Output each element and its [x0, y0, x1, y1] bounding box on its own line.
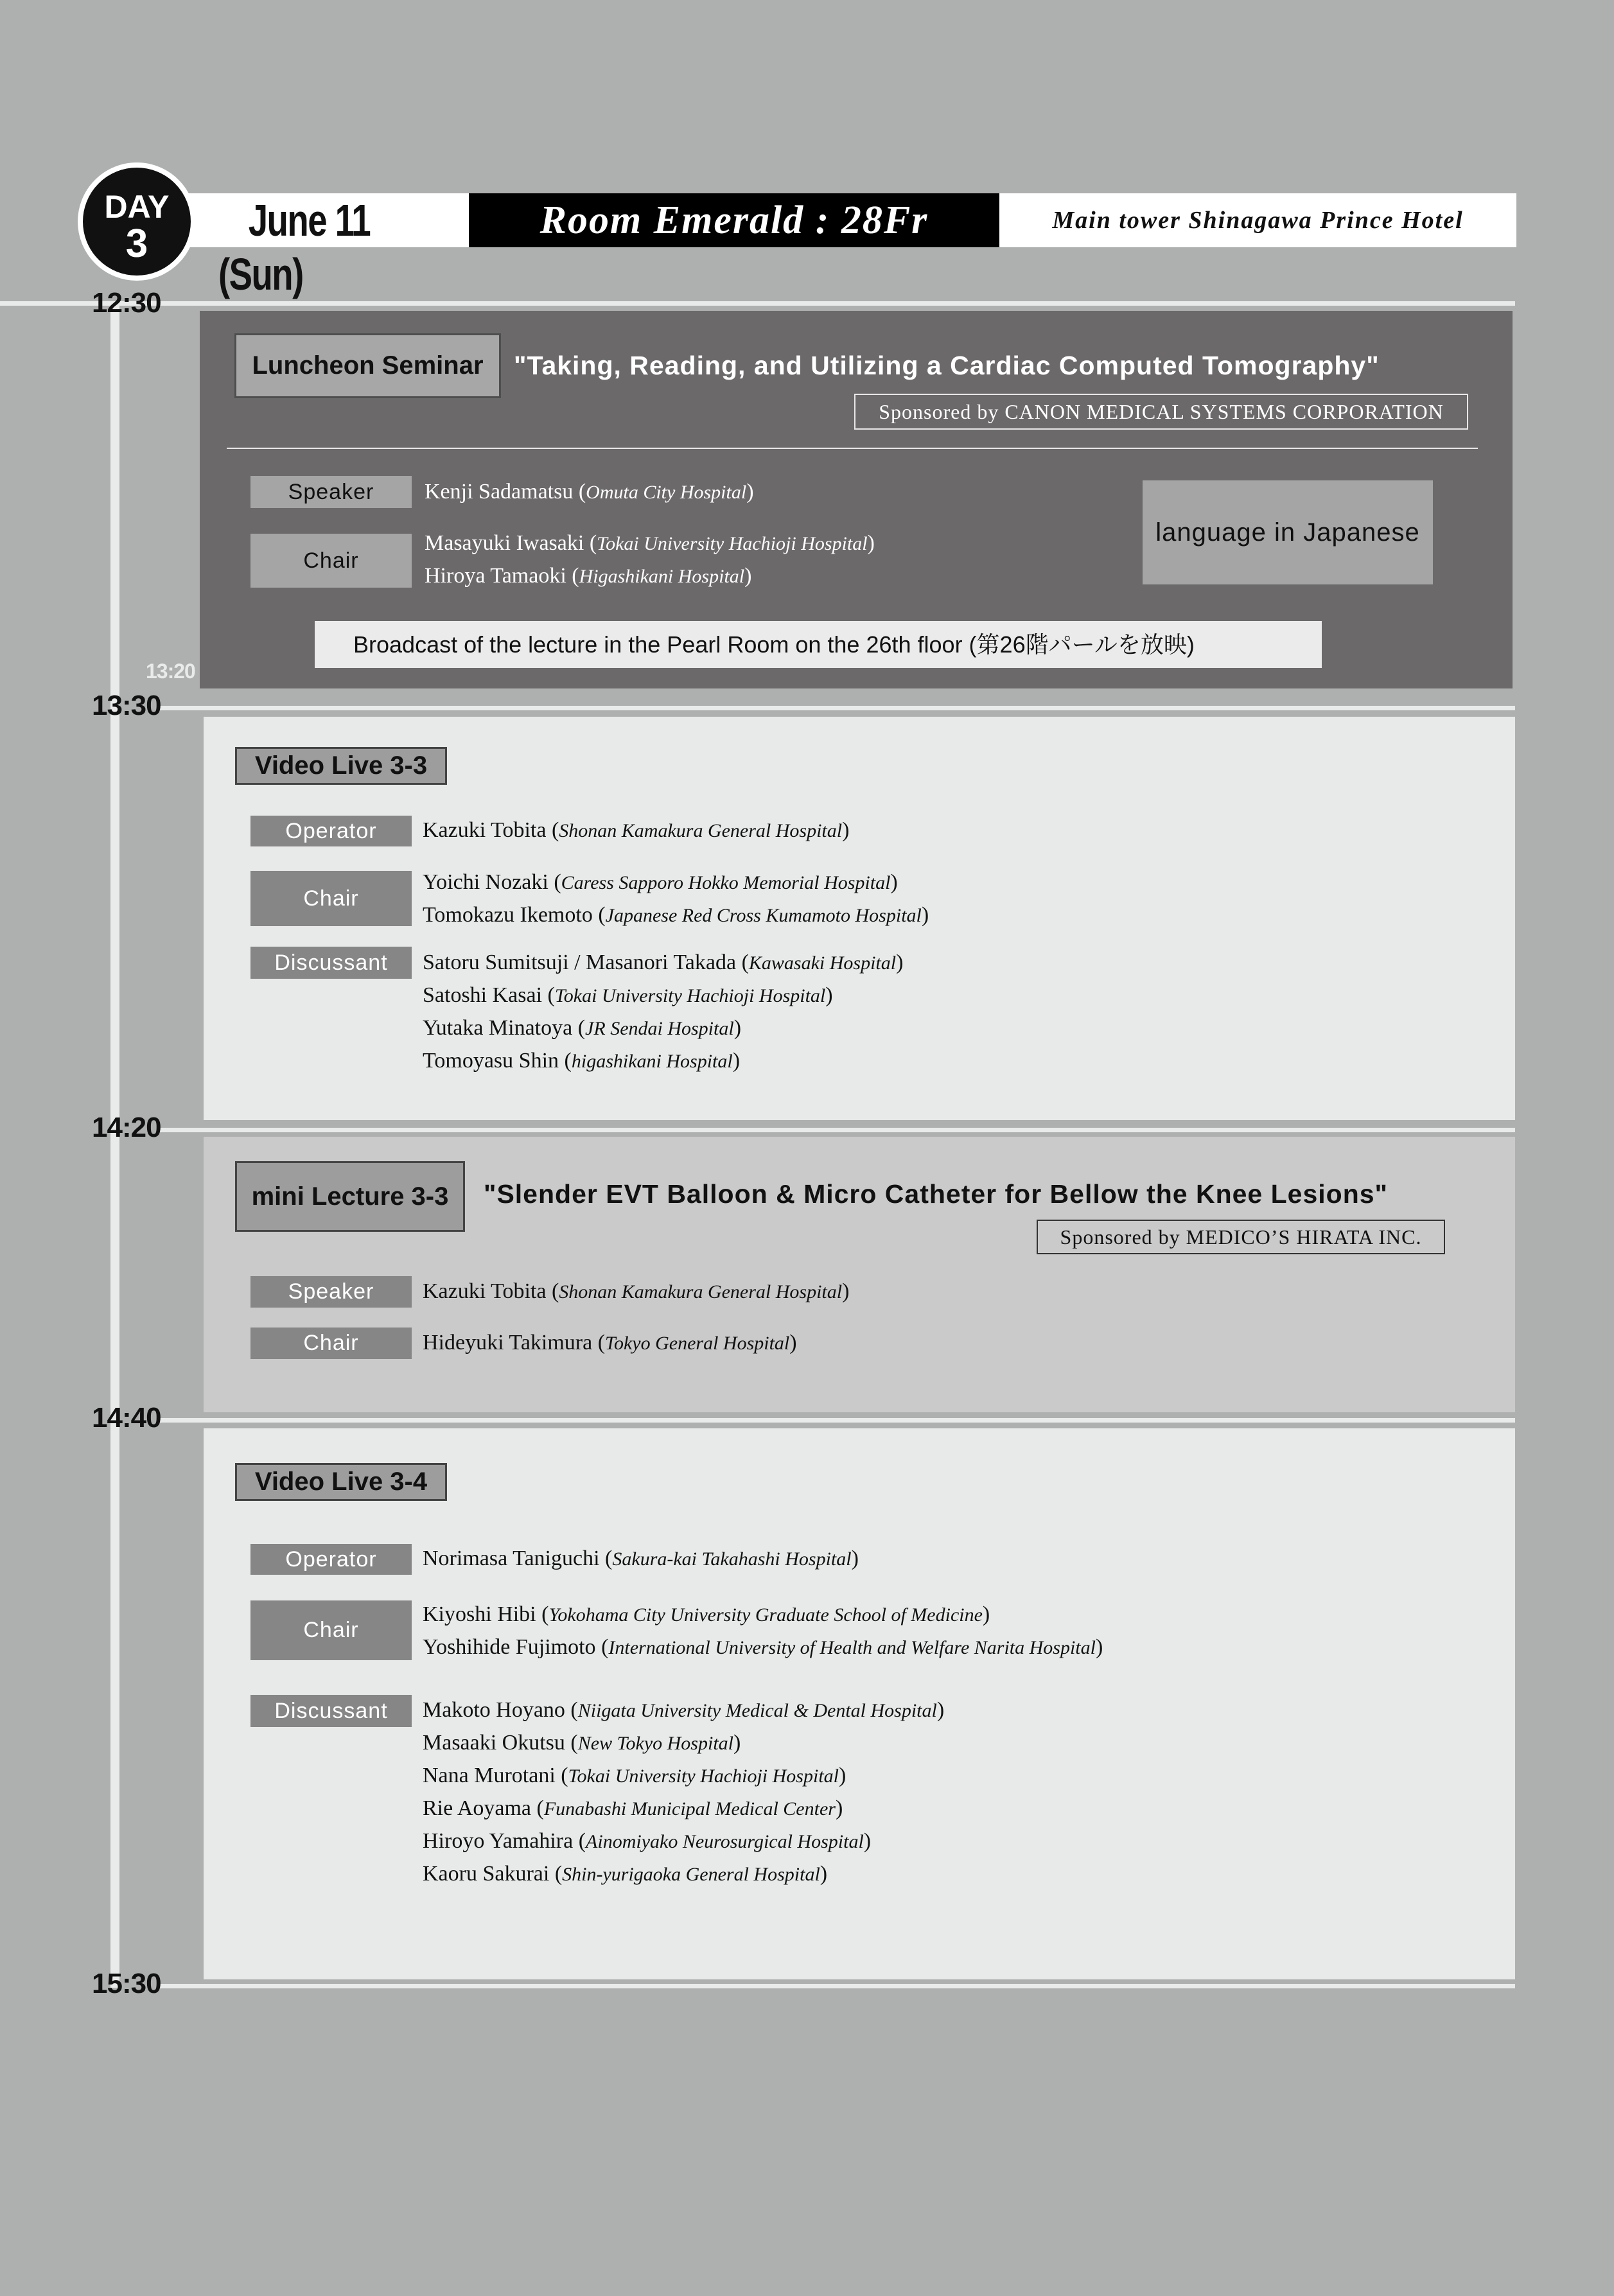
person-institution: Caress Sapporo Hokko Memorial Hospital: [561, 872, 891, 893]
person-name: Yoichi Nozaki: [423, 870, 548, 894]
date-box: [180, 193, 469, 299]
person-institution: Shonan Kamakura General Hospital: [559, 820, 843, 841]
person-institution: Omuta City Hospital: [586, 482, 747, 503]
chair-entry: Hiroya Tamaoki (Higashikani Hospital): [425, 564, 752, 588]
time-1330: 13:30: [92, 690, 161, 721]
person-institution: JR Sendai Hospital: [585, 1018, 734, 1039]
person-name: Satoru Sumitsuji / Masanori Takada: [423, 951, 737, 974]
person-name: Kenji Sadamatsu: [425, 480, 574, 504]
person-institution: Kawasaki Hospital: [748, 952, 897, 974]
luncheon-speaker: Kenji Sadamatsu (Omuta City Hospital): [425, 480, 754, 504]
person-name: Masayuki Iwasaki: [425, 531, 584, 555]
luncheon-chair-role: Chair: [250, 534, 412, 588]
person-institution: higashikani Hospital: [571, 1051, 733, 1072]
video34-discussants: [423, 1694, 944, 1891]
time-1440: 14:40: [92, 1402, 161, 1433]
person-name: Rie Aoyama: [423, 1796, 532, 1820]
video-live-3-3-tag: Video Live 3-3: [235, 747, 447, 785]
person-name: Norimasa Taniguchi: [423, 1547, 600, 1570]
mini-lecture-3-3-title: "Slender EVT Balloon & Micro Catheter for Bellow the Knee Lesions": [484, 1179, 1388, 1209]
chair-entry: Masayuki Iwasaki (Tokai University Hachioji Hospital): [425, 531, 875, 555]
video33-operator-role: Operator: [250, 816, 412, 846]
time-1530: 15:30: [92, 1968, 161, 1999]
timeline-rule-1530: [159, 1984, 1515, 1988]
chair-entry: Yoshihide Fujimoto (International University of Health and Welfare Narita Hospital): [423, 1635, 1103, 1659]
video34-chair-role: Chair: [250, 1600, 412, 1660]
person-institution: Yokohama City University Graduate School of Medicine: [548, 1604, 983, 1626]
person-institution: Funabashi Municipal Medical Center: [543, 1798, 836, 1819]
luncheon-sponsor: Sponsored by CANON MEDICAL SYSTEMS CORPORATION: [854, 394, 1468, 430]
video34-chairs: [423, 1599, 1103, 1664]
discussant-entry: Hiroyo Yamahira (Ainomiyako Neurosurgical Hospital): [423, 1829, 872, 1853]
mini33-speaker-role: Speaker: [250, 1276, 412, 1308]
mini-lecture-3-3-tag: mini Lecture 3-3: [235, 1161, 465, 1232]
person-name: Kaoru Sakurai: [423, 1862, 550, 1886]
person-name: Hiroya Tamaoki: [425, 564, 566, 588]
person-institution: Tokai University Hachioji Hospital: [568, 1766, 839, 1787]
person-name: Yutaka Minatoya: [423, 1016, 573, 1040]
day-label: DAY: [104, 189, 170, 225]
person-name: Kazuki Tobita: [423, 818, 547, 842]
discussant-entry: Satoshi Kasai (Tokai University Hachioji Hospital): [423, 983, 833, 1007]
person-name: Satoshi Kasai: [423, 983, 543, 1007]
person-name: Kiyoshi Hibi: [423, 1602, 536, 1626]
broadcast-notice: Broadcast of the lecture in the Pearl Room on the 26th floor (第26階パールを放映): [315, 621, 1322, 668]
discussant-entry: Masaaki Okutsu (New Tokyo Hospital): [423, 1731, 741, 1755]
mini33-speaker: Kazuki Tobita (Shonan Kamakura General Hospital): [423, 1279, 850, 1303]
luncheon-seminar-tag: Luncheon Seminar: [234, 333, 501, 398]
video-live-3-4-tag: Video Live 3-4: [235, 1463, 447, 1501]
person-institution: International University of Health and Welfare Narita Hospital: [608, 1637, 1096, 1658]
video34-discussant-role: Discussant: [250, 1695, 412, 1727]
person-name: Hideyuki Takimura: [423, 1331, 593, 1354]
discussant-entry: Makoto Hoyano (Niigata University Medical & Dental Hospital): [423, 1698, 945, 1722]
room-name: Room Emerald : 28Fr: [469, 193, 999, 247]
person-institution: Tokai University Hachioji Hospital: [554, 985, 826, 1006]
day-number: 3: [125, 222, 148, 266]
luncheon-seminar-title: "Taking, Reading, and Utilizing a Cardiac Computed Tomography": [514, 351, 1380, 380]
timeline-vertical: [110, 302, 119, 1988]
chair-entry: Tomokazu Ikemoto (Japanese Red Cross Kumamoto Hospital): [423, 903, 929, 927]
discussant-entry: Tomoyasu Shin (higashikani Hospital): [423, 1049, 741, 1073]
timeline-rule-1230: [0, 301, 1515, 306]
discussant-entry: Kaoru Sakurai (Shin-yurigaoka General Hospital): [423, 1862, 828, 1886]
person-name: Hiroyo Yamahira: [423, 1829, 574, 1853]
video33-discussants: [423, 947, 903, 1078]
person-institution: Sakura-kai Takahashi Hospital: [612, 1548, 852, 1570]
time-1230: 12:30: [92, 287, 161, 319]
person-name: Makoto Hoyano: [423, 1698, 565, 1722]
luncheon-speaker-role: Speaker: [250, 476, 412, 508]
hotel-name: Main tower Shinagawa Prince Hotel: [999, 193, 1516, 247]
time-1320: 13:20: [146, 660, 195, 683]
person-institution: Shin-yurigaoka General Hospital: [562, 1864, 820, 1885]
person-institution: Niigata University Medical & Dental Hospital: [577, 1700, 937, 1721]
video33-discussant-role: Discussant: [250, 947, 412, 979]
person-institution: Higashikani Hospital: [579, 566, 745, 587]
timeline-rule-1420: [159, 1128, 1515, 1132]
video33-chairs: [423, 866, 929, 932]
discussant-entry: Rie Aoyama (Funabashi Municipal Medical Center): [423, 1796, 843, 1820]
date-text: June 11 (Sun): [218, 195, 371, 299]
time-1420: 14:20: [92, 1112, 161, 1143]
chair-entry: Yoichi Nozaki (Caress Sapporo Hokko Memorial Hospital): [423, 870, 898, 894]
mini-lecture-sponsor: Sponsored by MEDICO’S HIRATA INC.: [1037, 1220, 1445, 1254]
discussant-entry: Nana Murotani (Tokai University Hachioji Hospital): [423, 1764, 846, 1787]
person-name: Tomoyasu Shin: [423, 1049, 559, 1073]
luncheon-divider: [227, 448, 1478, 449]
person-institution: Shonan Kamakura General Hospital: [559, 1281, 843, 1302]
language-badge: language in Japanese: [1143, 480, 1433, 584]
timeline-rule-1440: [159, 1418, 1515, 1423]
person-institution: Ainomiyako Neurosurgical Hospital: [586, 1831, 864, 1852]
timeline-rule-1330: [159, 706, 1515, 710]
discussant-entry: Yutaka Minatoya (JR Sendai Hospital): [423, 1016, 742, 1040]
day-badge: [78, 162, 196, 281]
mini33-chair-role: Chair: [250, 1328, 412, 1359]
person-name: Nana Murotani: [423, 1764, 556, 1787]
video33-chair-role: Chair: [250, 871, 412, 926]
discussant-entry: Satoru Sumitsuji / Masanori Takada (Kawasaki Hospital): [423, 951, 904, 974]
person-name: Tomokazu Ikemoto: [423, 903, 593, 927]
luncheon-chairs: [425, 527, 875, 593]
video34-operator: Norimasa Taniguchi (Sakura-kai Takahashi Hospital): [423, 1547, 859, 1570]
video33-operator: Kazuki Tobita (Shonan Kamakura General Hospital): [423, 818, 850, 842]
person-name: Masaaki Okutsu: [423, 1731, 565, 1755]
chair-entry: Kiyoshi Hibi (Yokohama City University Graduate School of Medicine): [423, 1602, 990, 1626]
person-name: Yoshihide Fujimoto: [423, 1635, 596, 1659]
person-institution: Japanese Red Cross Kumamoto Hospital: [605, 905, 922, 926]
person-institution: Tokai University Hachioji Hospital: [597, 533, 868, 554]
mini33-chair: Hideyuki Takimura (Tokyo General Hospital): [423, 1331, 797, 1354]
person-institution: Tokyo General Hospital: [605, 1333, 790, 1354]
person-name: Kazuki Tobita: [423, 1279, 547, 1303]
video34-operator-role: Operator: [250, 1544, 412, 1575]
person-institution: New Tokyo Hospital: [577, 1733, 733, 1754]
